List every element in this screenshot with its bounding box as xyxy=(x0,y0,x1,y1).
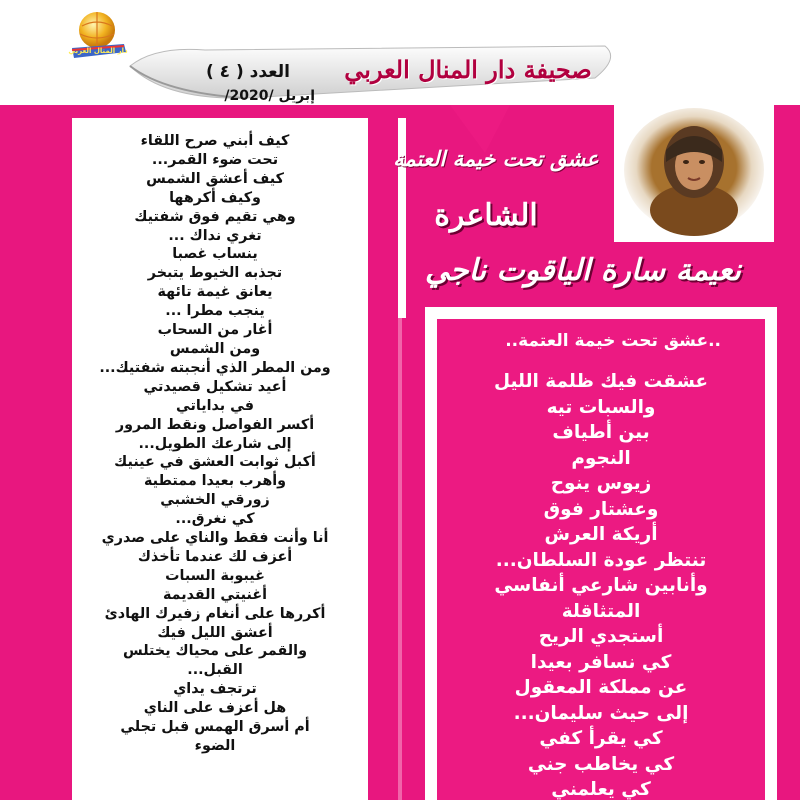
poem-line: كي نسافر بعيدا xyxy=(530,651,672,673)
poem-line: ينجب مطرا ... xyxy=(165,303,265,320)
poem-line: كي يخاطب جني xyxy=(527,753,675,775)
poem-line: أكبل ثوابت العشق في عينيك xyxy=(114,454,316,471)
globe-logo-icon xyxy=(64,8,134,63)
right-poem-inner xyxy=(437,319,765,800)
issue-date: إبريل /2020/ xyxy=(224,88,315,104)
poem-line: تغري نداك ... xyxy=(168,227,262,244)
poem-line: أكسر الفواصل ونقط المرور xyxy=(115,416,315,433)
poem-line: وكيف أكرهها xyxy=(169,189,261,206)
poem-line: يعانق غيمة تائهة xyxy=(157,284,273,301)
poem-line: بين أطياف xyxy=(552,422,650,443)
poem-line: أغنيتي القديمة xyxy=(162,586,268,603)
poem-line: المتثاقلة xyxy=(561,600,641,622)
poet-name: نعيمة سارة الياقوت ناجي xyxy=(425,253,741,288)
poem-line: أعزف لك عندما تأخذك xyxy=(137,548,293,565)
poem-line: أغار من السحاب xyxy=(157,322,273,339)
stripe-decoration xyxy=(398,318,402,800)
poem-line: أكررها على أنغام زفيرك الهادئ xyxy=(104,605,326,622)
poem-title-heading: عشق تحت خيمة العتمة xyxy=(393,146,599,171)
poem-line: ترتجف يداي xyxy=(173,681,257,698)
poem-line: أستجدي الريح xyxy=(538,626,664,647)
poem-line: ومن الشمس xyxy=(169,340,261,357)
logo-text: دار المنال العربي xyxy=(68,47,128,55)
poem-line: غيبوبة السبات xyxy=(165,567,265,584)
right-poem-column xyxy=(425,307,777,800)
issue-number: العدد ( ٤ ) xyxy=(205,62,290,82)
poem-line: عن مملكة المعقول xyxy=(514,677,688,698)
poem-line: أريكة العرش xyxy=(544,524,658,545)
poem-line: والقمر على محياك يختلس xyxy=(123,643,307,660)
poem-line: كيف أبني صرح اللقاء xyxy=(140,133,290,149)
poem-line: هل أعزف على الناي xyxy=(143,700,287,717)
poem-line: الضوء xyxy=(194,738,236,754)
poem-line: زورقي الخشبي xyxy=(160,492,270,509)
right-poem-heading: ..عشق تحت خيمة العتمة.. xyxy=(505,331,721,351)
poem-line: وعشتار فوق xyxy=(543,498,659,520)
poem-line: تنتظر عودة السلطان... xyxy=(495,549,707,571)
poet-photo xyxy=(614,102,774,242)
left-poem-lines xyxy=(72,132,360,756)
poem-line: تجذبه الخيوط يتبخر xyxy=(147,265,283,282)
poem-line: والسبات تيه xyxy=(546,396,656,418)
poem-line: النجوم xyxy=(571,447,631,469)
poem-line: ينساب غصبا xyxy=(172,246,258,263)
poem-line: أنا وأنت فقط والناي على صدري xyxy=(101,530,329,547)
poem-line: أم أسرق الهمس قبل تجلي xyxy=(120,719,310,736)
poem-line: إلى شارعك الطويل... xyxy=(138,435,292,452)
poem-line: ومن المطر الذي أنجبته شفتيك... xyxy=(99,359,331,376)
poet-photo-frame xyxy=(614,102,774,242)
poem-line: في بداياتي xyxy=(176,397,254,414)
poem-line: القبل... xyxy=(187,662,243,679)
poem-line: وهي تقيم فوق شفتيك xyxy=(134,208,296,225)
poet-label: الشاعرة xyxy=(434,198,538,233)
poem-line: أعيد تشكيل قصيدتي xyxy=(143,378,287,395)
poem-line: كي يقرأ كفي xyxy=(539,728,663,749)
poem-line: زيوس ينوح xyxy=(550,473,652,494)
right-poem-lines xyxy=(437,369,765,800)
left-poem-column xyxy=(72,118,368,800)
poem-line: أعشق الليل فيك xyxy=(157,624,273,641)
poem-line: كي نغرق... xyxy=(175,511,255,528)
poem-line: عشقت فيك ظلمة الليل xyxy=(493,371,709,392)
poem-line: وأهرب بعيدا ممتطية xyxy=(143,473,287,490)
poem-line: إلى حيث سليمان... xyxy=(513,702,689,724)
masthead-title: صحيفة دار المنال العربي xyxy=(344,55,592,84)
poem-line: كيف أعشق الشمس xyxy=(146,170,284,187)
poem-line: وأنابين شارعي أنفاسي xyxy=(494,575,708,596)
poem-line: كي يعلمني xyxy=(551,779,651,800)
poem-line: تحت ضوء القمر... xyxy=(151,151,279,168)
